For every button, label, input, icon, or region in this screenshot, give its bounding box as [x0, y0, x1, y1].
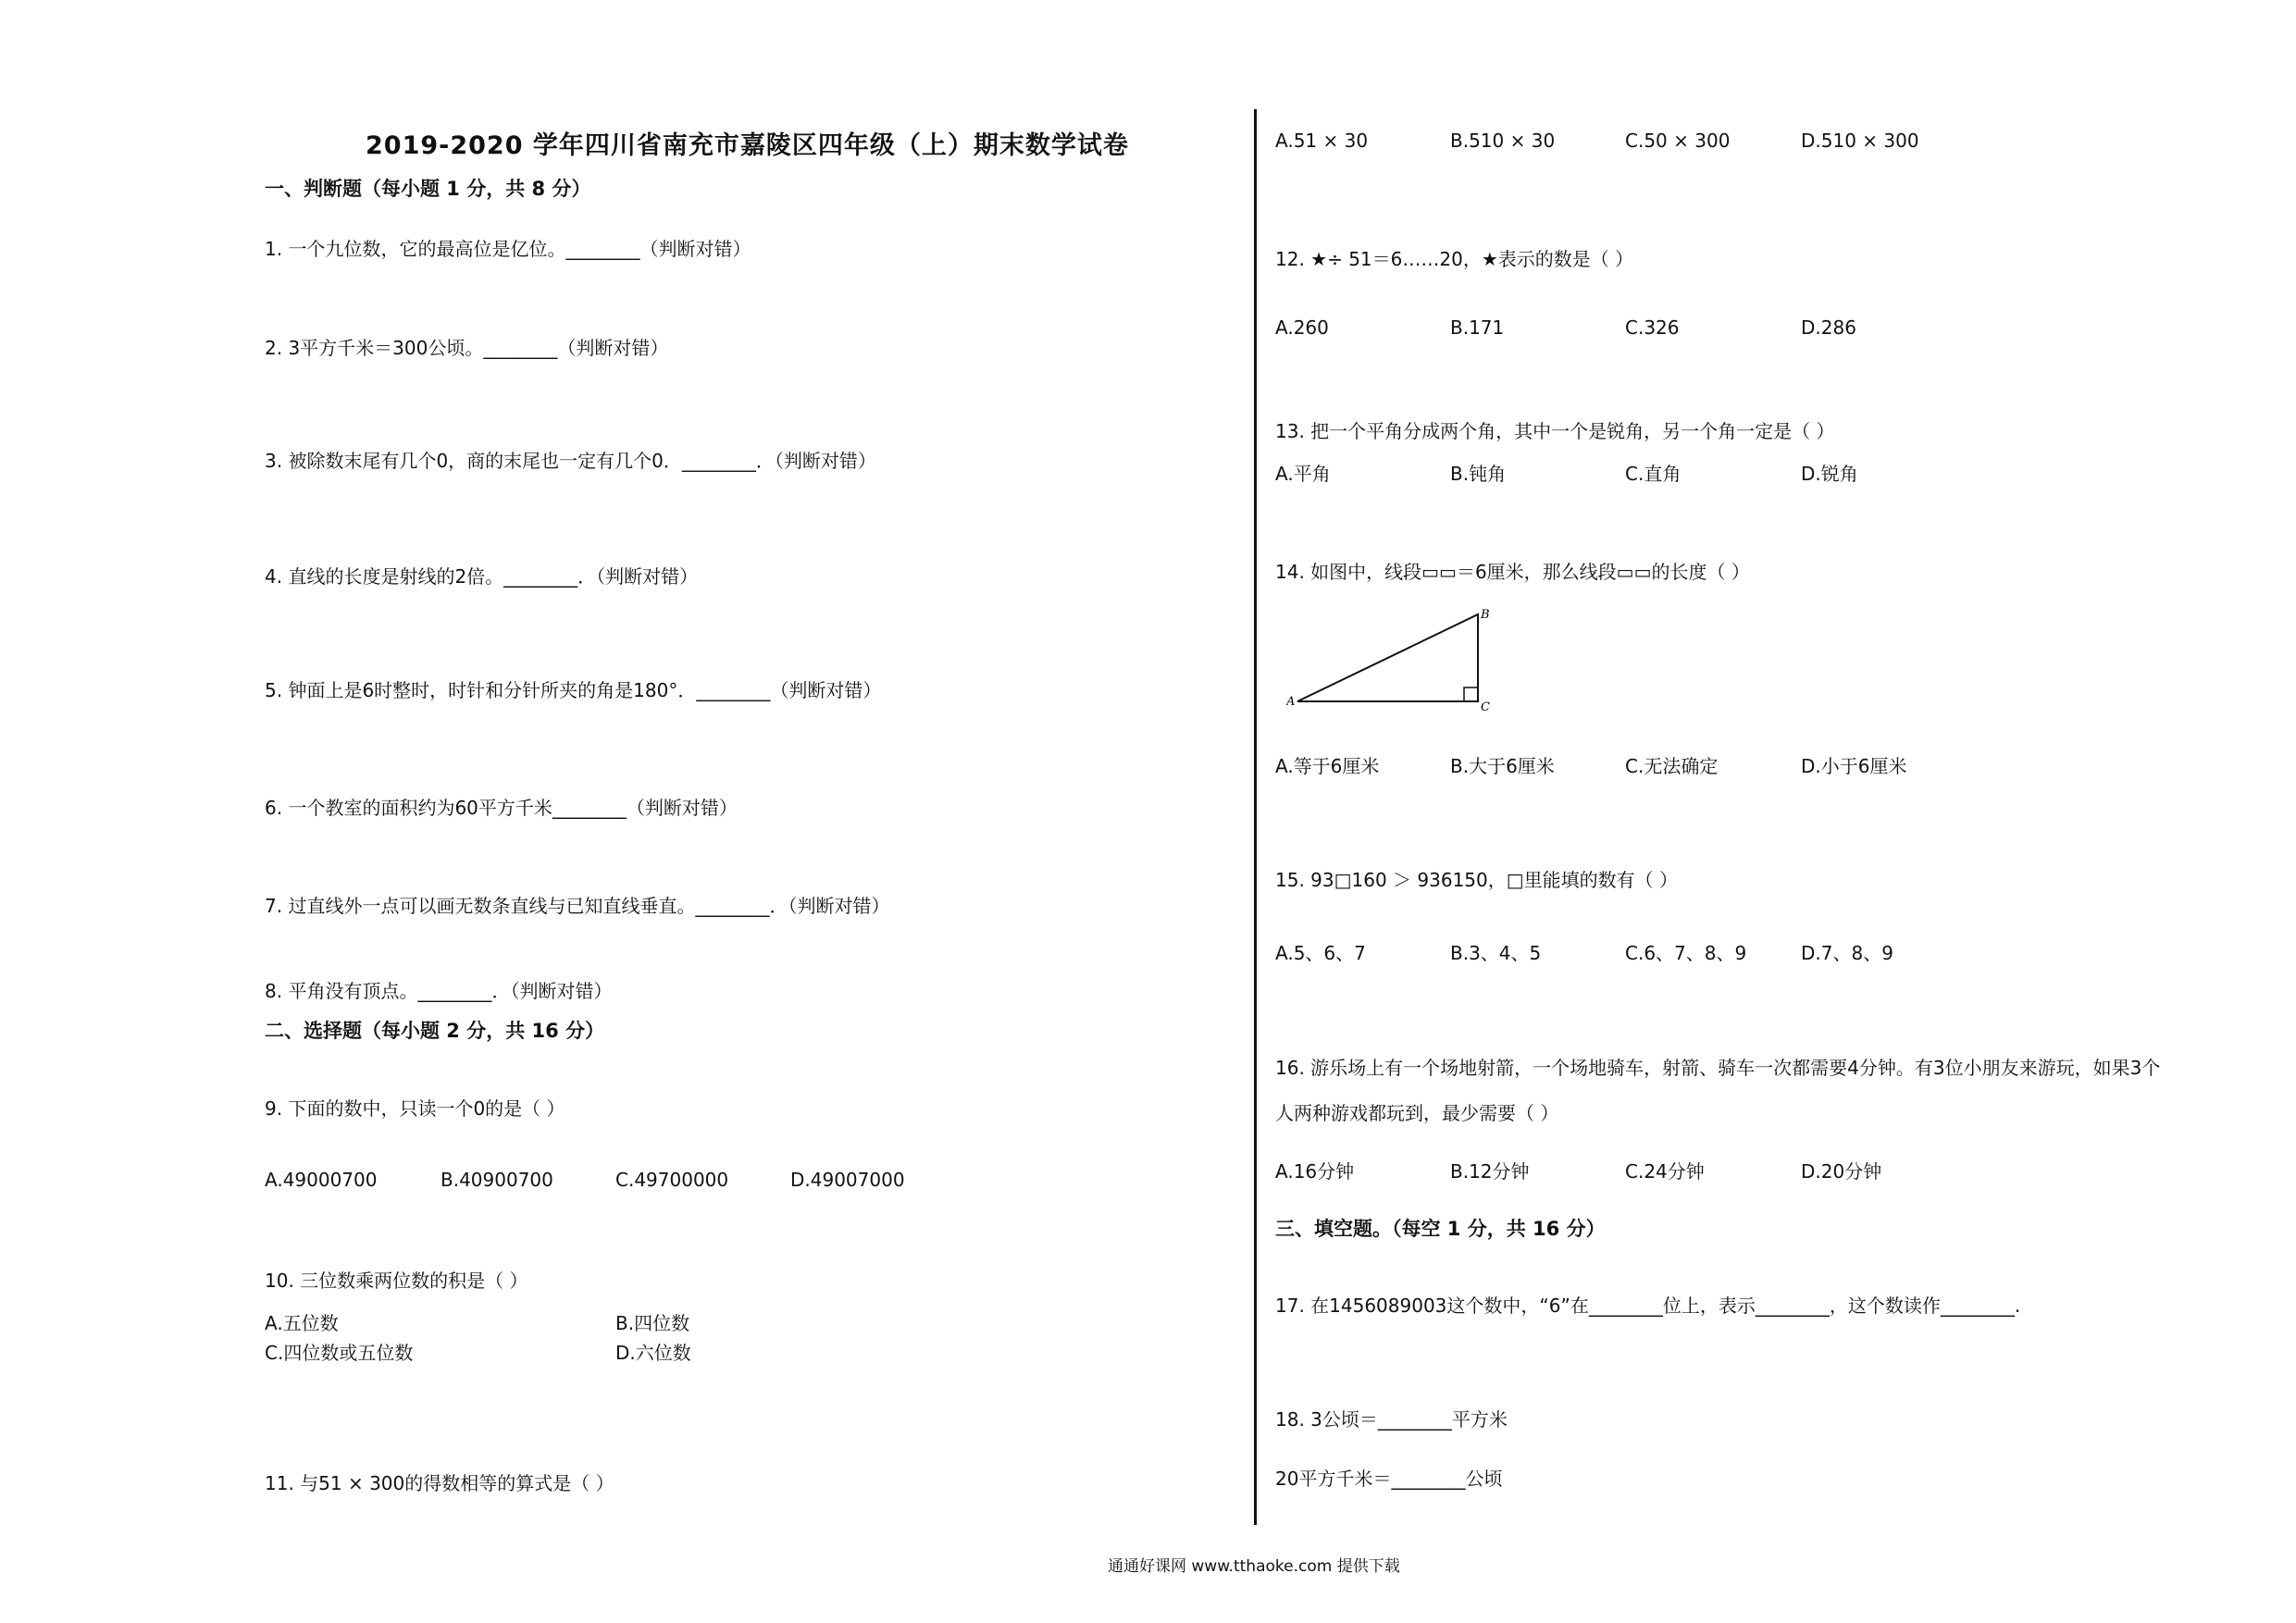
question-14: 14. 如图中，线段▭▭＝6厘米，那么线段▭▭的长度（ ） [1275, 561, 1750, 583]
vertex-label-c: C [1481, 700, 1490, 714]
section-heading-choice: 二、选择题（每小题 2 分，共 16 分） [265, 1020, 605, 1042]
question-16-line-1: 16. 游乐场上有一个场地射箭，一个场地骑车，射箭、骑车一次都需要4分钟。有3位小朋友来游玩，如果3个 [1275, 1057, 2161, 1079]
question-4: 4. 直线的长度是射线的2倍。________．（判断对错） [265, 565, 699, 588]
q13-option-c: C.直角 [1625, 463, 1682, 485]
footer-credit: 通通好课网 www.tthaoke.com 提供下载 [1108, 1557, 1400, 1576]
q9-option-a: A.49000700 [265, 1169, 378, 1191]
question-2: 2. 3平方千米＝300公顷。________（判断对错） [265, 337, 669, 359]
q9-option-d: D.49007000 [790, 1169, 905, 1191]
question-6: 6. 一个教室的面积约为60平方千米________（判断对错） [265, 797, 738, 819]
question-15: 15. 93□160 ＞ 936150，□里能填的数有（ ） [1275, 869, 1678, 891]
question-13: 13. 把一个平角分成两个角，其中一个是锐角，另一个角一定是（ ） [1275, 420, 1835, 442]
question-1: 1. 一个九位数，它的最高位是亿位。________（判断对错） [265, 238, 751, 260]
q9-option-c: C.49700000 [615, 1169, 729, 1191]
q10-option-a: A.五位数 [265, 1312, 339, 1334]
q11-option-a: A.51 × 30 [1275, 130, 1369, 152]
vertex-label-b: B [1481, 608, 1490, 622]
q10-option-b: B.四位数 [615, 1312, 690, 1334]
q14-option-a: A.等于6厘米 [1275, 755, 1380, 777]
question-10: 10. 三位数乘两位数的积是（ ） [265, 1270, 528, 1292]
section-heading-judgement: 一、判断题（每小题 1 分，共 8 分） [265, 178, 591, 200]
question-12: 12. ★÷ 51＝6……20，★表示的数是（ ） [1275, 248, 1634, 270]
q14-option-b: B.大于6厘米 [1450, 755, 1555, 777]
q15-option-c: C.6、7、8、9 [1625, 942, 1747, 964]
question-11: 11. 与51 × 300的得数相等的算式是（ ） [265, 1472, 614, 1494]
q12-option-b: B.171 [1450, 316, 1505, 339]
q16-option-a: A.16分钟 [1275, 1160, 1355, 1183]
question-7: 7. 过直线外一点可以画无数条直线与已知直线垂直。________．（判断对错） [265, 895, 890, 917]
q12-option-d: D.286 [1801, 316, 1856, 339]
q12-option-c: C.326 [1625, 316, 1680, 339]
q15-option-d: D.7、8、9 [1801, 942, 1893, 964]
triangle-figure [1286, 601, 1508, 717]
q10-option-d: D.六位数 [615, 1342, 691, 1364]
q11-option-b: B.510 × 30 [1450, 130, 1556, 152]
vertex-label-a: A [1286, 695, 1296, 709]
question-18-line-2: 20平方千米＝________公顷 [1275, 1468, 1503, 1490]
question-9: 9. 下面的数中，只读一个0的是（ ） [265, 1097, 565, 1120]
q13-option-b: B.钝角 [1450, 463, 1507, 485]
q9-option-b: B.40900700 [441, 1169, 553, 1191]
q15-option-a: A.5、6、7 [1275, 942, 1366, 964]
column-divider [1254, 109, 1257, 1525]
q11-option-d: D.510 × 300 [1801, 130, 1919, 152]
q14-option-c: C.无法确定 [1625, 755, 1719, 777]
q16-option-c: C.24分钟 [1625, 1160, 1705, 1183]
q12-option-a: A.260 [1275, 316, 1329, 339]
q13-option-a: A.平角 [1275, 463, 1331, 485]
q16-option-d: D.20分钟 [1801, 1160, 1882, 1183]
q13-option-d: D.锐角 [1801, 463, 1858, 485]
question-18-line-1: 18. 3公顷＝________平方米 [1275, 1408, 1508, 1431]
section-heading-fill-in: 三、填空题。（每空 1 分，共 16 分） [1275, 1218, 1606, 1240]
q15-option-b: B.3、4、5 [1450, 942, 1542, 964]
question-8: 8. 平角没有顶点。________．（判断对错） [265, 980, 613, 1002]
q14-option-d: D.小于6厘米 [1801, 755, 1907, 777]
question-17: 17. 在1456089003这个数中，“6”在________位上，表示________，这个数读作________. [1275, 1295, 2021, 1317]
page-title: 2019-2020 学年四川省南充市嘉陵区四年级（上）期末数学试卷 [366, 131, 1129, 160]
q11-option-c: C.50 × 300 [1625, 130, 1731, 152]
question-5: 5. 钟面上是6时整时，时针和分针所夹的角是180°．________（判断对错） [265, 679, 882, 701]
q16-option-b: B.12分钟 [1450, 1160, 1530, 1183]
question-3: 3. 被除数末尾有几个0，商的末尾也一定有几个0．________．（判断对错） [265, 450, 876, 472]
question-16-line-2: 人两种游戏都玩到，最少需要（ ） [1275, 1102, 1559, 1124]
q10-option-c: C.四位数或五位数 [265, 1342, 414, 1364]
